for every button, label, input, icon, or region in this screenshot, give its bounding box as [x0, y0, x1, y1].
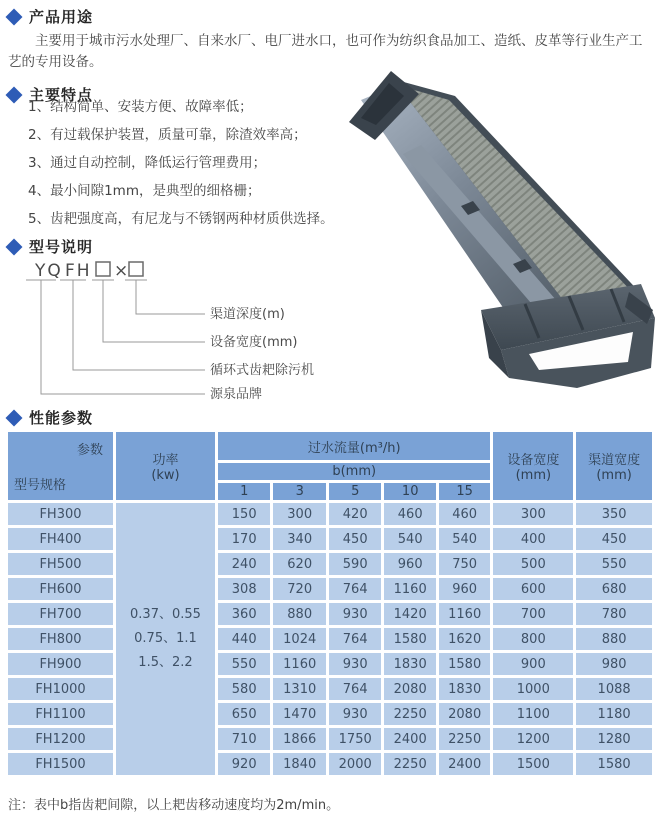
model-cell: FH1000	[8, 678, 113, 700]
flow-cell: 960	[384, 553, 435, 575]
flow-cell: 1160	[273, 653, 326, 675]
flow-cell: 930	[329, 653, 382, 675]
usage-paragraph: 主要用于城市污水处理厂、自来水厂、电厂进水口，也可作为纺织食品加工、造纸、皮革等行业生产工艺的专用设备。	[8, 33, 643, 70]
flow-cell: 2080	[384, 678, 435, 700]
flow-cell: 580	[218, 678, 271, 700]
table-corner-header	[8, 432, 113, 500]
diamond-icon	[6, 8, 23, 25]
flow-cell: 720	[273, 578, 326, 600]
width-header	[493, 432, 573, 500]
flow-cell: 930	[329, 703, 382, 725]
flow-cell: 764	[329, 678, 382, 700]
channel-cell: 1280	[576, 728, 652, 750]
width-cell: 900	[493, 653, 573, 675]
table-row	[8, 628, 652, 650]
table-row	[8, 653, 652, 675]
feature-item-2: 2、有过载保护装置，质量可靠，除渣效率高；	[28, 127, 307, 143]
channel-cell: 1180	[576, 703, 652, 725]
flow-cell: 550	[218, 653, 271, 675]
flow-cell: 360	[218, 603, 271, 625]
channel-cell: 350	[576, 503, 652, 525]
flow-cell: 2250	[384, 753, 435, 775]
flow-cell: 2000	[329, 753, 382, 775]
b-header: b(mm)	[218, 463, 490, 480]
flow-cell: 1420	[384, 603, 435, 625]
flow-cell: 960	[439, 578, 491, 600]
model-label-width: 设备宽度(mm)	[210, 335, 298, 350]
product-photo	[333, 58, 655, 396]
table-row	[8, 753, 652, 775]
width-cell: 800	[493, 628, 573, 650]
width-cell: 1000	[493, 678, 573, 700]
flow-cell: 2400	[439, 753, 491, 775]
flow-cell: 764	[329, 628, 382, 650]
spec-table-body	[8, 503, 652, 775]
b-value-1: 1	[218, 483, 271, 500]
flow-cell: 1024	[273, 628, 326, 650]
flow-cell: 1580	[384, 628, 435, 650]
flow-cell: 170	[218, 528, 271, 550]
features-title-text: 主要特点	[29, 86, 94, 104]
flow-cell: 2080	[439, 703, 491, 725]
power-value: 0.75、1.1	[134, 631, 197, 646]
flow-cell: 590	[329, 553, 382, 575]
usage-title-text: 产品用途	[29, 8, 94, 26]
flow-cell: 540	[439, 528, 491, 550]
model-code-box2	[129, 262, 143, 276]
channel-cell: 780	[576, 603, 652, 625]
flow-cell: 540	[384, 528, 435, 550]
channel-cell: 680	[576, 578, 652, 600]
performance-section-title	[8, 407, 93, 428]
corner-param-label: 参数	[76, 443, 103, 458]
model-title-text: 型号说明	[29, 238, 94, 256]
flow-cell: 1830	[439, 678, 491, 700]
flow-cell: 1470	[273, 703, 326, 725]
flow-cell: 620	[273, 553, 326, 575]
corner-model-label: 型号规格	[14, 478, 67, 493]
channel-cell: 550	[576, 553, 652, 575]
b-value-10: 10	[384, 483, 435, 500]
table-row	[8, 728, 652, 750]
width-cell: 700	[493, 603, 573, 625]
b-value-15: 15	[439, 483, 491, 500]
usage-section-title	[8, 6, 93, 27]
feature-item-3: 3、通过自动控制，降低运行管理费用；	[28, 155, 267, 171]
table-row	[8, 528, 652, 550]
model-label-brand: 源泉品牌	[210, 387, 263, 402]
flow-header: 过水流量(m³/h)	[218, 432, 490, 460]
table-row	[8, 578, 652, 600]
width-cell: 400	[493, 528, 573, 550]
width-cell: 500	[493, 553, 573, 575]
table-row	[8, 703, 652, 725]
channel-header-line1: 渠道宽度	[588, 453, 641, 468]
feature-item-5: 5、齿耙强度高，有尼龙与不锈钢两种材质供选择。	[28, 211, 334, 227]
flow-cell: 930	[329, 603, 382, 625]
model-code-brand: YQ	[35, 261, 63, 281]
flow-cell: 710	[218, 728, 271, 750]
table-row	[8, 678, 652, 700]
width-header-line1: 设备宽度	[507, 453, 560, 468]
channel-cell: 880	[576, 628, 652, 650]
power-value: 0.37、0.55	[130, 607, 201, 622]
model-cell: FH1100	[8, 703, 113, 725]
flow-cell: 750	[439, 553, 491, 575]
channel-header-line2: (mm)	[596, 468, 632, 483]
model-cell: FH700	[8, 603, 113, 625]
flow-cell: 650	[218, 703, 271, 725]
flow-cell: 1310	[273, 678, 326, 700]
flow-cell: 300	[273, 503, 326, 525]
model-code-diagram	[8, 254, 338, 406]
power-header	[116, 432, 215, 500]
width-cell: 1500	[493, 753, 573, 775]
flow-cell: 880	[273, 603, 326, 625]
flow-cell: 340	[273, 528, 326, 550]
feature-item-1: 1、结构简单、安装方便、故障率低；	[28, 99, 253, 115]
performance-title-text: 性能参数	[29, 409, 94, 427]
model-code-times: ×	[114, 261, 129, 281]
power-header-line1: 功率	[152, 453, 179, 468]
flow-cell: 764	[329, 578, 382, 600]
flow-cell: 1160	[439, 603, 491, 625]
flow-cell: 460	[439, 503, 491, 525]
flow-cell: 450	[329, 528, 382, 550]
table-note: 注：表中b指齿耙间隙，以上耙齿移动速度均为2m/min。	[8, 798, 340, 813]
diamond-icon	[6, 409, 23, 426]
table-row	[8, 603, 652, 625]
b-value-5: 5	[329, 483, 382, 500]
flow-cell: 1620	[439, 628, 491, 650]
power-header-line2: (kw)	[151, 468, 180, 483]
flow-cell: 1580	[439, 653, 491, 675]
model-cell: FH900	[8, 653, 113, 675]
table-row	[8, 503, 652, 525]
model-cell: FH1200	[8, 728, 113, 750]
power-cell	[116, 503, 215, 775]
diamond-icon	[6, 86, 23, 103]
flow-cell: 1866	[273, 728, 326, 750]
diamond-icon	[6, 238, 23, 255]
power-value: 1.5、2.2	[138, 655, 193, 670]
channel-cell: 980	[576, 653, 652, 675]
model-cell: FH300	[8, 503, 113, 525]
flow-cell: 1750	[329, 728, 382, 750]
flow-cell: 420	[329, 503, 382, 525]
channel-cell: 1580	[576, 753, 652, 775]
flow-cell: 440	[218, 628, 271, 650]
table-row	[8, 553, 652, 575]
flow-cell: 150	[218, 503, 271, 525]
model-cell: FH500	[8, 553, 113, 575]
flow-cell: 2250	[384, 703, 435, 725]
model-cell: FH400	[8, 528, 113, 550]
model-code-box1	[96, 262, 110, 276]
flow-cell: 920	[218, 753, 271, 775]
flow-cell: 1830	[384, 653, 435, 675]
width-cell: 1200	[493, 728, 573, 750]
width-cell: 300	[493, 503, 573, 525]
flow-cell: 1160	[384, 578, 435, 600]
model-cell: FH1500	[8, 753, 113, 775]
flow-cell: 2400	[384, 728, 435, 750]
model-cell: FH600	[8, 578, 113, 600]
feature-item-4: 4、最小间隙1mm，是典型的细格栅；	[28, 183, 261, 199]
flow-cell: 2250	[439, 728, 491, 750]
model-label-machine: 循环式齿耙除污机	[210, 363, 315, 378]
channel-cell: 1088	[576, 678, 652, 700]
channel-header	[576, 432, 652, 500]
model-cell: FH800	[8, 628, 113, 650]
channel-cell: 450	[576, 528, 652, 550]
b-value-3: 3	[273, 483, 326, 500]
width-cell: 600	[493, 578, 573, 600]
width-cell: 1100	[493, 703, 573, 725]
flow-cell: 308	[218, 578, 271, 600]
model-code-series: FH	[65, 261, 92, 281]
flow-cell: 460	[384, 503, 435, 525]
features-list	[28, 93, 358, 233]
width-header-line2: (mm)	[515, 468, 552, 483]
spec-table	[5, 429, 655, 778]
flow-cell: 1840	[273, 753, 326, 775]
flow-cell: 240	[218, 553, 271, 575]
model-label-depth: 渠道深度(m)	[210, 307, 285, 322]
